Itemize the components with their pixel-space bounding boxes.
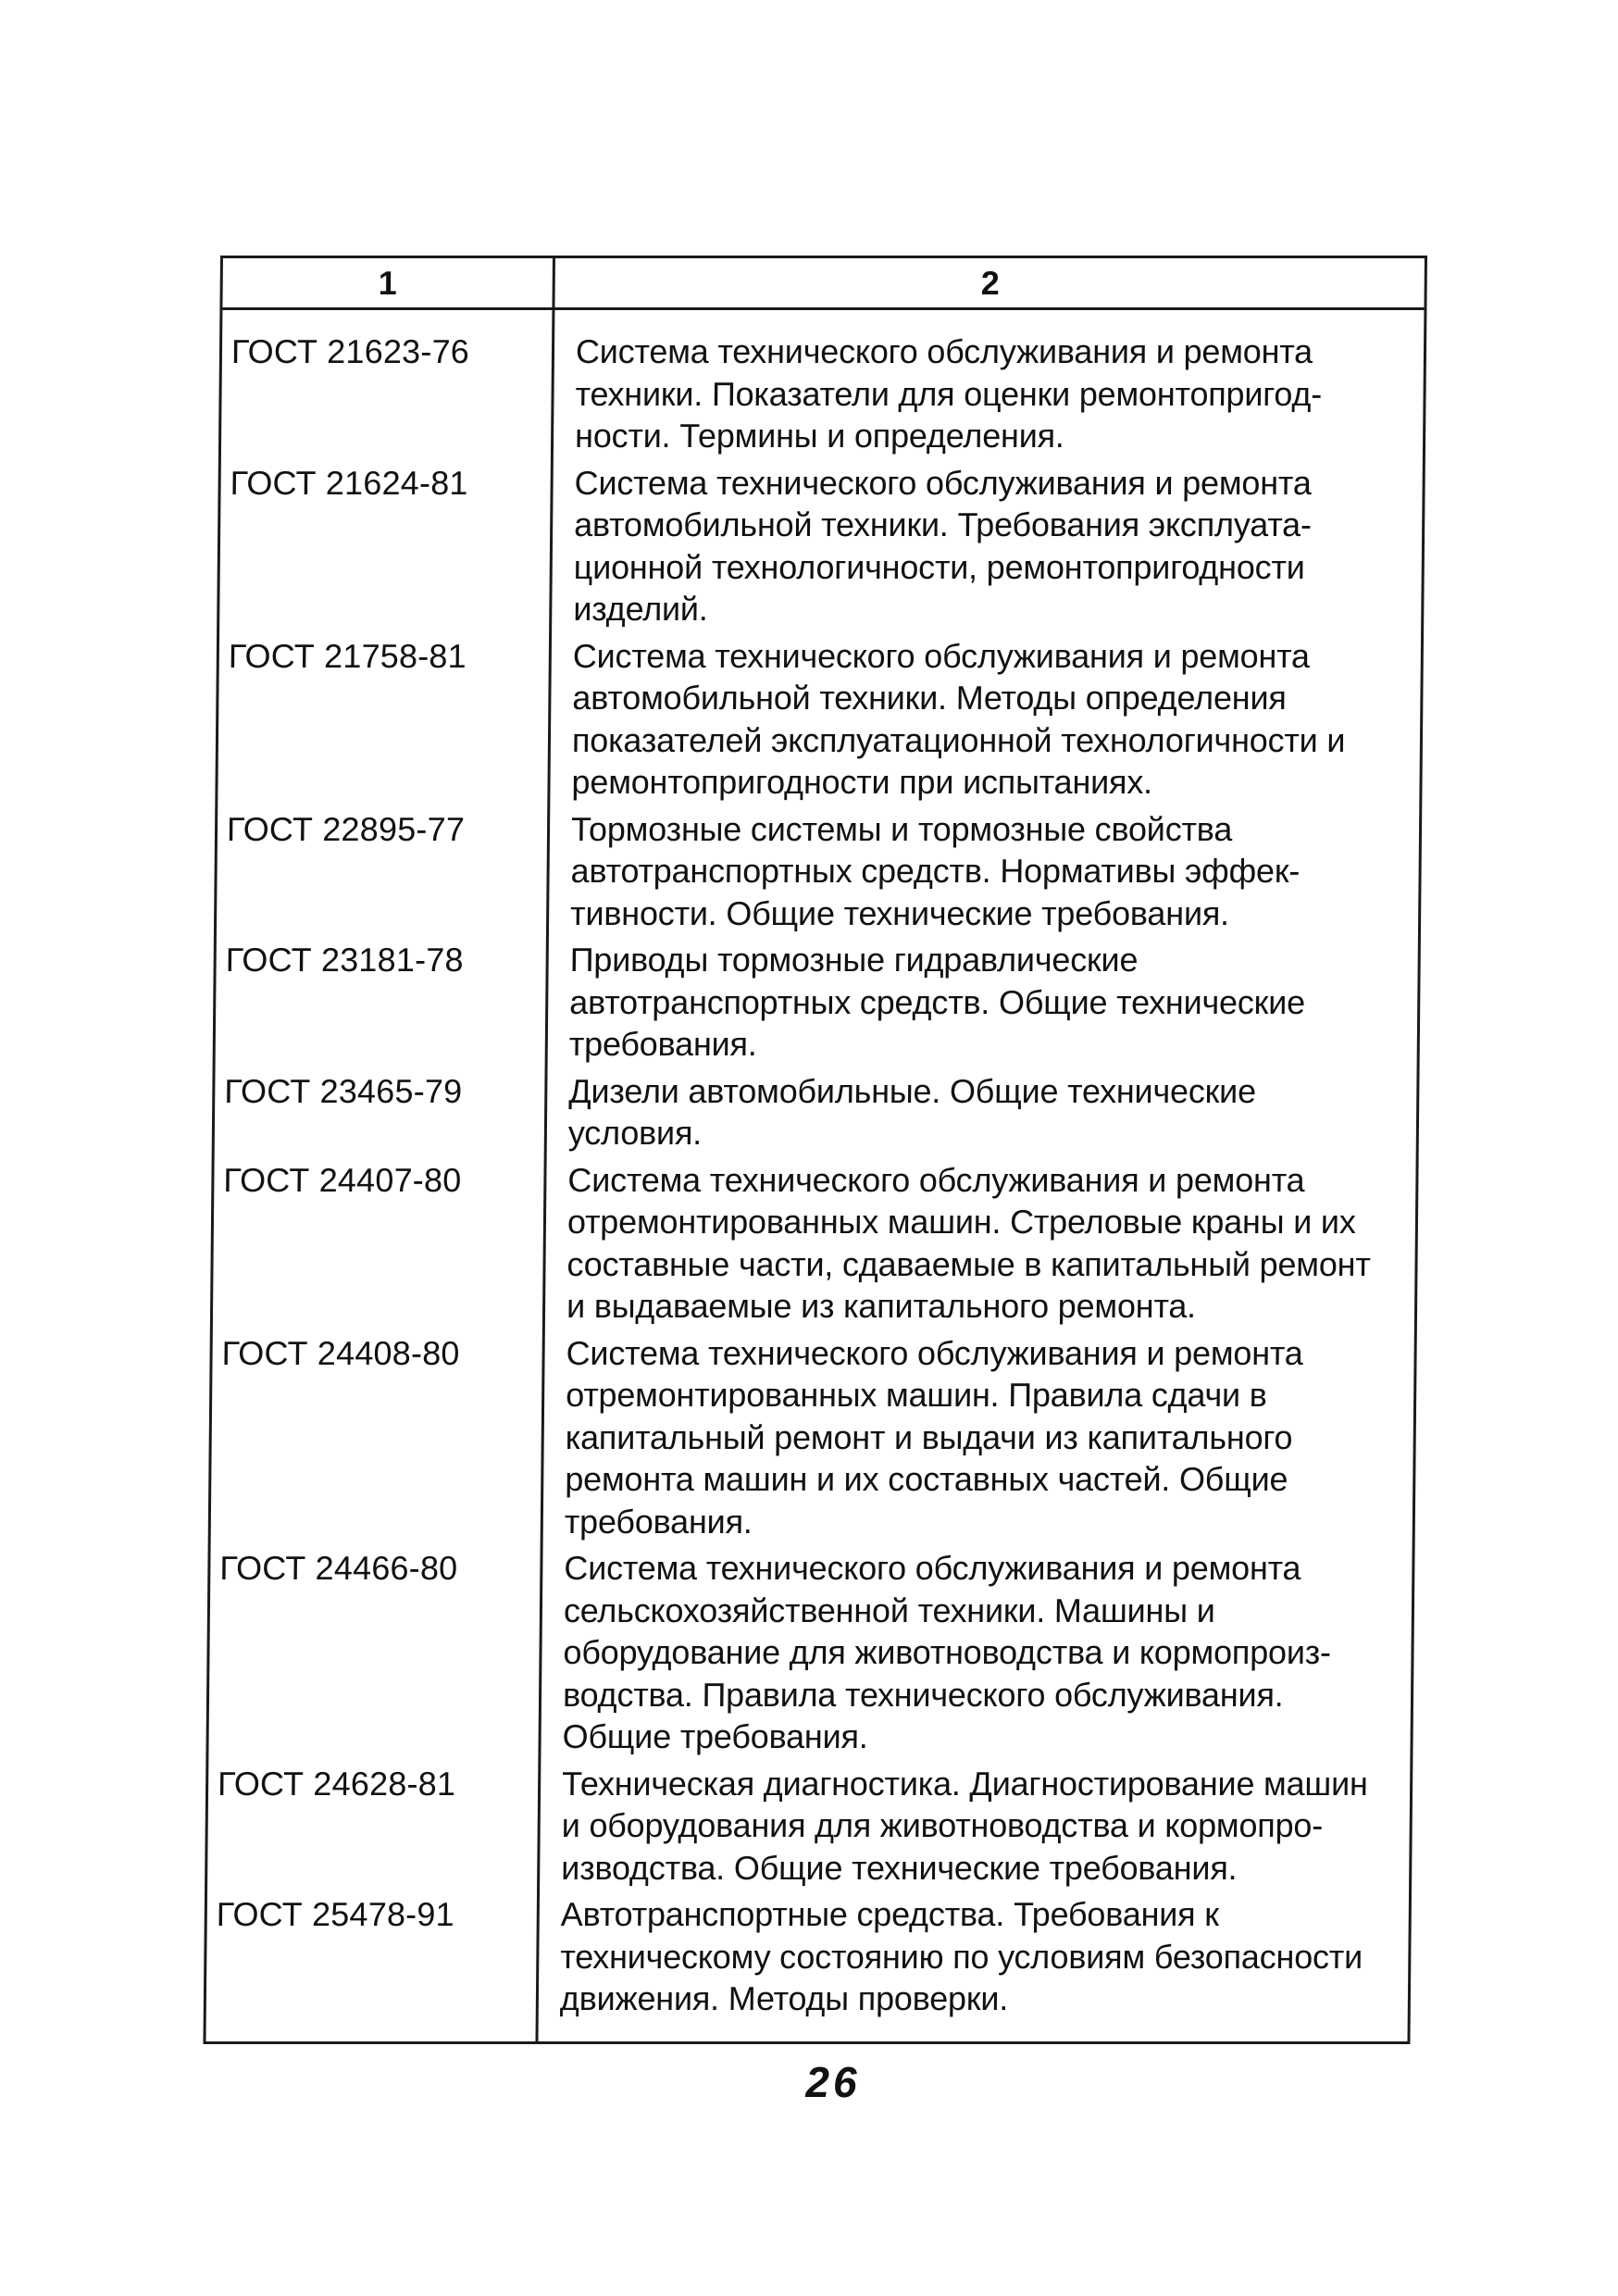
standard-title-line: Автотранспортные средства. Требования к: [560, 1895, 1220, 1933]
standard-title: [551, 331, 1422, 457]
standard-title-line: Система технического обслуживания и ремонта: [572, 636, 1311, 675]
standard-code: ГОСТ 24628-81: [217, 1764, 456, 1803]
standard-title-line: Система технического обслуживания и ремонта: [566, 1333, 1303, 1372]
standard-title-line: показателей эксплуатационной технологичности и: [571, 720, 1346, 759]
page-number: 26: [805, 2058, 861, 2106]
standard-title-line: техническому состоянию по условиям безопасности: [560, 1937, 1363, 1976]
standard-title-line: отремонтированных машин. Стреловые краны и их: [566, 1203, 1356, 1241]
standard-title: [536, 1893, 1407, 2020]
table-row: [207, 1763, 1410, 1890]
standard-title-line: автомобильной техники. Методы определения: [572, 679, 1287, 717]
table-row: [206, 1893, 1409, 2020]
standard-title-line: условия.: [567, 1114, 703, 1152]
table-header-row: [222, 258, 1425, 310]
standard-code: ГОСТ 24466-80: [219, 1549, 458, 1587]
table-row: [208, 1547, 1412, 1758]
standard-title: [541, 1332, 1413, 1543]
standard-title-line: водства. Правила технического обслуживания.: [562, 1675, 1284, 1714]
table-row: [213, 1159, 1416, 1328]
table-row: [216, 939, 1418, 1066]
standard-code: ГОСТ 23181-78: [225, 941, 464, 979]
standard-code: ГОСТ 24408-80: [221, 1333, 460, 1372]
standard-title-line: автотранспортных средств. Общие технические: [569, 982, 1306, 1021]
standard-title-line: ционной технологичности, ремонтопригодности: [573, 547, 1305, 586]
standard-title: [546, 808, 1417, 935]
table-row: [211, 1332, 1414, 1543]
table-row: [215, 1070, 1417, 1154]
standard-title-line: Техническая диагностика. Диагностирование машин: [561, 1764, 1368, 1803]
standard-title-line: сельскохозяйственной техники. Машины и: [563, 1591, 1215, 1629]
standard-title-line: изделий.: [573, 590, 708, 628]
table-row: [219, 462, 1423, 630]
standard-code: ГОСТ 21623-76: [230, 332, 470, 370]
standard-title-line: тивности. Общие технические требования.: [569, 893, 1230, 932]
standard-title-line: Система технического обслуживания и ремонта: [574, 463, 1312, 502]
standard-title: [544, 1070, 1415, 1154]
standard-title-line: Тормозные системы и тормозные свойства: [570, 809, 1233, 848]
standard-title-line: Приводы тормозные гидравлические: [569, 941, 1139, 979]
standard-title-line: Система технического обслуживания и ремонта: [575, 332, 1313, 370]
standard-code: ГОСТ 25478-91: [216, 1895, 455, 1933]
standard-title-line: техники. Показатели для оценки ремонтопригод-: [575, 374, 1323, 413]
standards-table: [203, 256, 1427, 2044]
standard-title: [542, 1159, 1414, 1328]
standard-code: ГОСТ 22895-77: [226, 809, 466, 848]
column-header-2: 2: [980, 264, 1000, 302]
standard-title-line: и выдаваемые из капитального ремонта.: [566, 1287, 1197, 1325]
standard-title-line: Общие требования.: [562, 1717, 868, 1755]
standard-title-line: ности. Термины и определения.: [574, 417, 1064, 455]
standard-title-line: Система технического обслуживания и ремонта: [567, 1160, 1305, 1199]
standard-title-line: отремонтированных машин. Правила сдачи в: [565, 1376, 1267, 1414]
standard-code: ГОСТ 21758-81: [228, 636, 467, 675]
standard-title-line: составные части, сдаваемые в капитальный ремонт: [566, 1244, 1371, 1283]
standard-title-line: движения. Методы проверки.: [559, 1979, 1009, 2017]
table-body: [206, 331, 1425, 2025]
standard-title-line: требования.: [568, 1025, 757, 1063]
table-row: [221, 331, 1424, 457]
standard-code: ГОСТ 24407-80: [223, 1160, 462, 1199]
standard-title-line: изводства. Общие технические требования.: [561, 1848, 1238, 1887]
standard-title: [545, 939, 1416, 1066]
standard-title-line: ремонта машин и их составных частей. Общие: [565, 1460, 1288, 1498]
standard-title: [537, 1763, 1408, 1890]
standard-title-line: автотранспортных средств. Нормативы эффек-: [570, 852, 1301, 890]
standard-title-line: оборудование для животноводства и кормопроиз-: [563, 1633, 1332, 1671]
standard-title-line: капитальный ремонт и выдачи из капитального: [565, 1417, 1293, 1456]
standard-title-line: ремонтопригодности при испытаниях.: [571, 763, 1153, 801]
standard-title: [547, 635, 1419, 804]
standard-title-line: и оборудования для животноводства и кормопро-: [561, 1806, 1324, 1844]
standard-title: [538, 1547, 1410, 1758]
column-header-1: 1: [378, 264, 397, 302]
standard-title-line: Система технического обслуживания и ремонта: [564, 1549, 1301, 1587]
standard-title: [549, 462, 1421, 630]
standard-code: ГОСТ 23465-79: [224, 1071, 463, 1110]
table-row: [217, 808, 1419, 935]
standard-title-line: требования.: [564, 1502, 753, 1541]
standard-title-line: Дизели автомобильные. Общие технические: [568, 1071, 1257, 1110]
standard-title-line: автомобильной техники. Требования эксплуата-: [574, 505, 1312, 543]
standard-code: ГОСТ 21624-81: [230, 463, 468, 502]
table-row: [218, 635, 1421, 804]
